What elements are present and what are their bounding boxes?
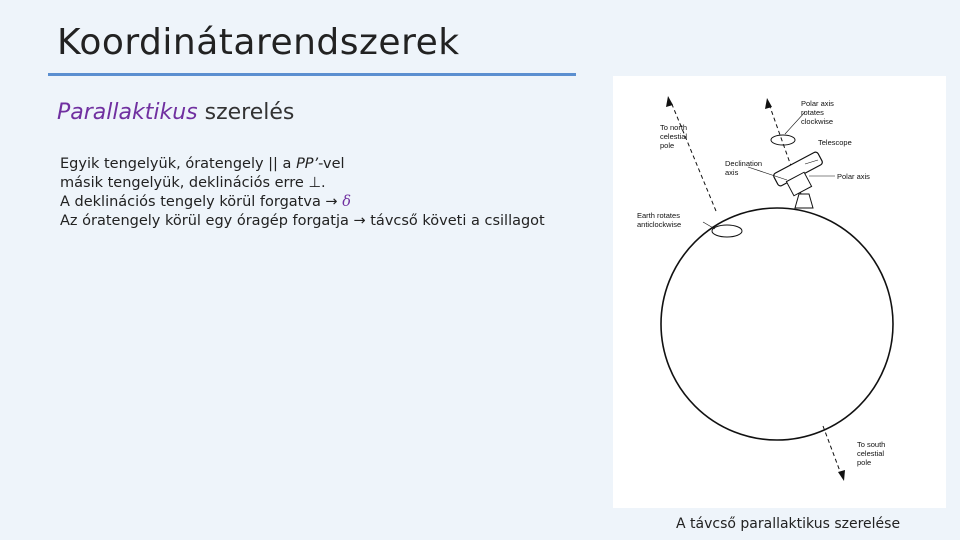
mount-diagram-svg: [613, 76, 946, 508]
label-south-2: celestial: [857, 449, 885, 458]
label-earth-2: anticlockwise: [637, 220, 682, 229]
subtitle-accent: Parallaktikus: [57, 100, 198, 125]
bullet-4: Az óratengely körül egy óragép forgatja → távcső követi a csillagot: [60, 213, 545, 229]
label-polar-axis: Polar axis: [837, 172, 870, 181]
bullet-1-post: -vel: [318, 156, 345, 172]
label-north-1: To north: [660, 123, 688, 132]
leader-earth: [703, 222, 715, 229]
north-axis-line: [671, 102, 716, 211]
label-declination-2: axis: [725, 168, 739, 177]
label-polar-rot-3: clockwise: [801, 117, 834, 126]
polar-arrowhead: [765, 98, 772, 109]
earth-rotation-ellipse: [712, 225, 742, 237]
slide-title: Koordinátarendszerek: [57, 22, 460, 63]
subtitle-rest: szerelés: [204, 100, 295, 125]
polar-rotation-ellipse: [771, 135, 795, 145]
mount-pillar: [795, 194, 813, 208]
label-declination-1: Declination: [725, 159, 763, 168]
earth-circle: [661, 208, 893, 440]
label-earth-1: Earth rotates: [637, 211, 680, 220]
south-axis-line: [823, 426, 841, 474]
bullet-1-pre: Egyik tengelyük, óratengely || a: [60, 156, 297, 172]
mount-diagram: [613, 76, 946, 508]
figure-caption: A távcső parallaktikus szerelése: [676, 516, 901, 532]
title-underline: [48, 73, 576, 76]
label-south-1: To south: [857, 440, 886, 449]
bullet-3-pre: A deklinációs tengely körül forgatva →: [60, 194, 343, 210]
label-north-3: pole: [660, 141, 675, 150]
label-polar-rot-1: Polar axis: [801, 99, 834, 108]
label-north-2: celestial: [660, 132, 688, 141]
bullet-1-italic: PP’: [296, 156, 319, 172]
label-polar-rot-2: rotates: [801, 108, 824, 117]
bullet-3: [60, 193, 580, 212]
label-south-3: pole: [857, 458, 872, 467]
south-arrowhead: [838, 470, 845, 481]
bullet-2: másik tengelyük, deklinációs erre ⊥.: [60, 175, 326, 191]
bullet-list: [60, 155, 580, 231]
slide-subtitle: [57, 100, 294, 125]
label-telescope: Telescope: [818, 138, 852, 147]
delta-symbol: δ: [342, 194, 351, 210]
bullet-1: [60, 155, 580, 174]
